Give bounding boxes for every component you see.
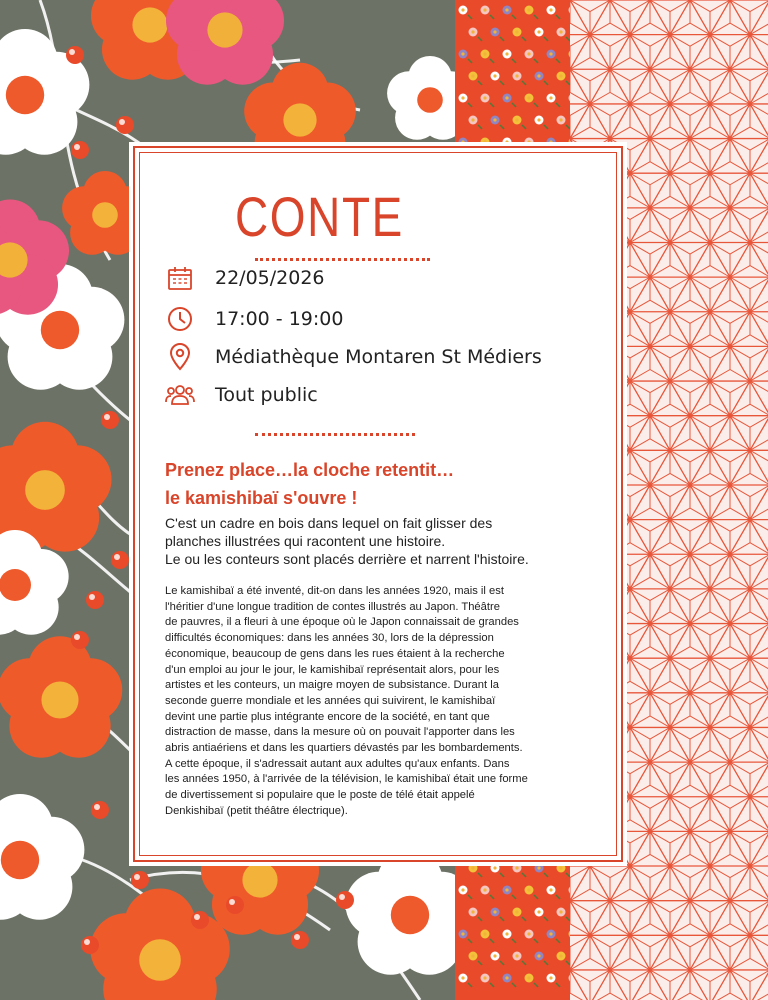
body-line: devint une partie plus intégrante encore de la société, en tant que [165, 710, 490, 723]
body-line: distraction de masse, dans la mesure où on pouvait l'apporter dans les [165, 726, 515, 739]
body-line: de pauvres, il a fleuri à une époque où le Japon connaissait de grandes [165, 616, 519, 629]
body-line: Le kamishibaï a été inventé, dit-on dans les années 1920, mais il est [165, 585, 504, 597]
event-title: CONTE [235, 185, 404, 248]
headline [165, 456, 605, 512]
calendar-icon [165, 263, 195, 293]
headline-line: le kamishibaï s'ouvre ! [165, 488, 358, 508]
location-pin-icon [165, 342, 195, 372]
event-card [133, 146, 623, 862]
audience-row [165, 380, 318, 410]
body-line: difficultés économiques: dans les années 30, lors de la dépression [165, 632, 494, 645]
intro-line: planches illustrées qui racontent une histoire. [165, 533, 446, 549]
body-line: seconde guerre mondiale et les années qui suivirent, le kamishibaï [165, 694, 496, 707]
dotted-divider-top [255, 258, 430, 261]
body-line: abris antiaériens et dans les quartiers dévastés par les bombardements. [165, 742, 523, 755]
body-line: les années 1950, à l'arrivée de la télévision, le kamishibaï était une forme [165, 773, 528, 786]
event-time: 17:00 - 19:00 [215, 308, 344, 330]
body-line: Denkishibaï (petit théâtre électrique). [165, 804, 348, 817]
body-paragraph [165, 584, 605, 820]
location-row [165, 342, 542, 372]
intro-line: Le ou les conteurs sont placés derrière et narrent l'histoire. [165, 551, 529, 567]
people-icon [165, 380, 195, 410]
event-audience: Tout public [215, 384, 318, 406]
body-line: d'un emploi au jour le jour, le kamishibaï représentait alors, pour les [165, 663, 500, 676]
date-row [165, 263, 325, 293]
time-row [165, 304, 343, 334]
body-line: artistes et les conteurs, un maigre moyen de subsistance. Durant la [165, 679, 499, 692]
dotted-divider-bottom [255, 433, 415, 436]
body-line: de divertissement si populaire que le poste de télé était appelé [165, 789, 475, 802]
intro-paragraph [165, 514, 605, 568]
headline-line: Prenez place…la cloche retentit… [165, 460, 455, 480]
clock-icon [165, 304, 195, 334]
event-date: 22/05/2026 [215, 267, 325, 289]
body-line: l'héritier d'une longue tradition de contes illustrés au Japon. Théâtre [165, 600, 500, 613]
body-line: A cette époque, il s'adressait autant aux adultes qu'aux enfants. Dans [165, 757, 510, 770]
body-line: économique, beaucoup de gens dans les rues étaient à la recherche [165, 647, 505, 660]
intro-line: C'est un cadre en bois dans lequel on fait glisser des [165, 515, 493, 531]
event-location: Médiathèque Montaren St Médiers [215, 346, 542, 368]
